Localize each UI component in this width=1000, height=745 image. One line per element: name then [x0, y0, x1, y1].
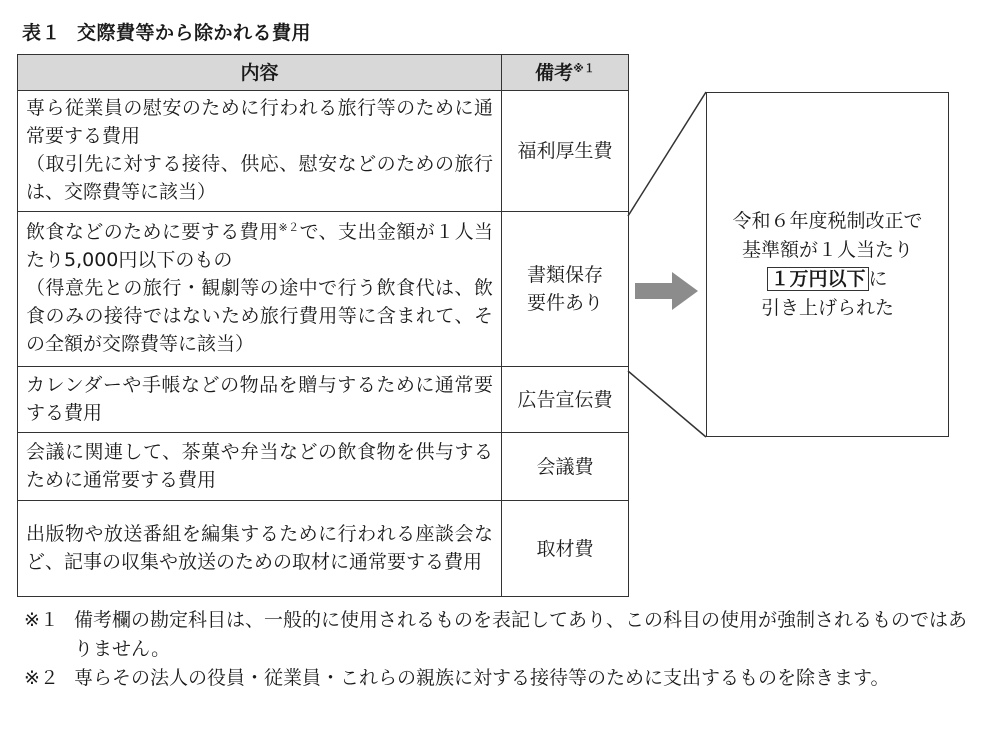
callout-after-highlight: に [868, 267, 888, 290]
row-content-main: 出版物や放送番組を編集するために行われる座談会など、記事の収集や放送のための取材に通常要する費用 [26, 522, 493, 573]
callout-line-2: 基準額が１人当たり [741, 238, 913, 261]
header-note [502, 55, 629, 91]
footnote-mark: ※１ [24, 609, 59, 631]
row-content [18, 501, 502, 597]
callout-line-4: 引き上げられた [760, 296, 894, 319]
row-note-label: 書類保存 [526, 264, 603, 286]
footnote-text: 備考欄の勘定科目は、一般的に使用されるものを表記してあり、この科目の使用が強制されるものではありません。 [74, 609, 968, 660]
header-note-label: 備考 [535, 61, 574, 84]
row-content [18, 91, 502, 212]
row-note [502, 367, 629, 433]
row-content-paren: （取引先に対する接待、供応、慰安などのための旅行は、交際費等に該当） [26, 153, 493, 203]
row-content [18, 433, 502, 501]
row-content-main: カレンダーや手帳などの物品を贈与するために通常要する費用 [26, 373, 493, 424]
row-note-label: 要件あり [526, 292, 603, 314]
row-note [502, 433, 629, 501]
table-row [18, 212, 629, 367]
row-note [502, 212, 629, 367]
row-content-paren: （得意先との旅行・観劇等の途中で行う飲食代は、飲食のみの接待ではないため旅行費用等に含まれて、その全額が交際費等に該当） [26, 277, 493, 355]
row-note-label: 広告宣伝費 [517, 388, 613, 411]
callout-highlight: １万円以下 [767, 267, 868, 291]
footnote-2 [24, 664, 974, 693]
footnote-1 [24, 606, 974, 664]
row-content-main: 会議に関連して、茶菓や弁当などの飲食物を供与するために通常要する費用 [26, 440, 493, 491]
callout-line-1: 令和６年度税制改正で [732, 209, 923, 232]
table-title-text: 交際費等から除かれる費用 [77, 22, 312, 44]
table-row [18, 91, 629, 212]
callout-box [706, 92, 949, 437]
footnotes [24, 606, 974, 693]
row-content-post: で、支出金額が１人当たり5,000円以下のもの [26, 221, 493, 271]
callout-line-3 [767, 265, 887, 294]
row-content-main: 専ら従業員の慰安のために行われる旅行等のために通常要する費用 [26, 97, 493, 147]
table-row [18, 433, 629, 501]
row-content-pre: 飲食などのために要する費用 [26, 221, 279, 243]
footnote-text: 専らその法人の役員・従業員・これらの親族に対する接待等のために支出するものを除きます。 [74, 667, 890, 689]
table-row [18, 367, 629, 433]
row-content-main [26, 218, 493, 274]
header-content: 内容 [18, 55, 502, 91]
row-note-label: 取材費 [536, 537, 594, 560]
header-note-mark: ※１ [573, 61, 595, 75]
table-title [22, 18, 311, 45]
bracket-line-top [628, 92, 706, 216]
expense-table [17, 54, 629, 597]
right-arrow-icon [635, 272, 698, 310]
row-note-label: 会議費 [536, 455, 594, 478]
table-row [18, 501, 629, 597]
row-content [18, 212, 502, 367]
row-note [502, 501, 629, 597]
row-note [502, 91, 629, 212]
table-header-row [18, 55, 629, 91]
row-content [18, 367, 502, 433]
footnote-mark: ※２ [24, 667, 59, 689]
row-note-label: 福利厚生費 [517, 140, 613, 162]
footnote-ref-2: ※２ [278, 221, 300, 234]
bracket-line-bottom [628, 371, 706, 437]
table-number: 表１ [22, 22, 62, 44]
